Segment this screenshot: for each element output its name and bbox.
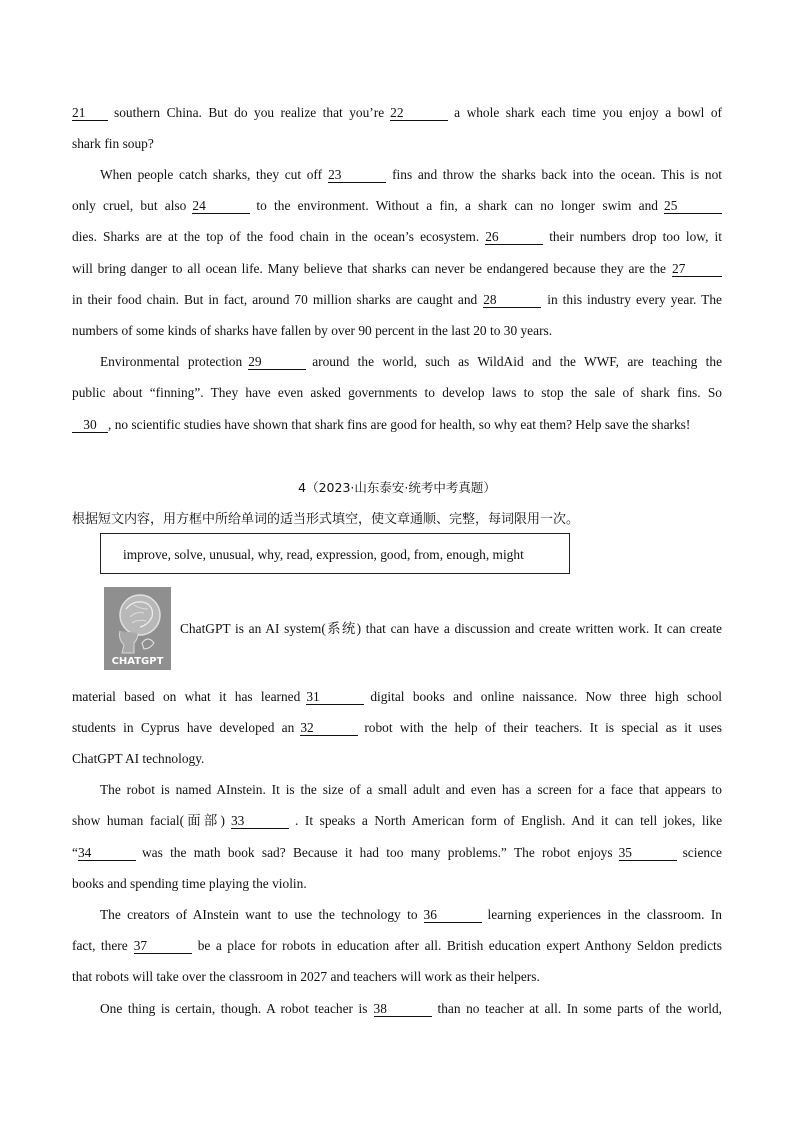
answer-blank[interactable]: 29	[248, 354, 306, 370]
passage-line	[72, 291, 722, 309]
text-run: a whole shark each time you enjoy a bowl of	[454, 105, 722, 120]
answer-blank[interactable]: 24	[192, 198, 250, 214]
text-run: dies. Sharks are at the top of the food chain in the ocean’s ecosystem.	[72, 229, 480, 244]
text-run: When people catch sharks, they cut off	[100, 167, 323, 182]
text-run: . It speaks a North American form of English. And it can tell jokes, like	[294, 813, 723, 828]
passage-line	[100, 1000, 722, 1018]
text-run: Environmental protection	[100, 354, 243, 369]
answer-blank[interactable]: 33	[231, 813, 289, 829]
text-run: southern China. But do you realize that you’re	[114, 105, 385, 120]
text-run: material based on what it has learned	[72, 689, 301, 704]
passage-line	[72, 688, 722, 706]
text-run: around the world, such as WildAid and the WWF, are teaching the	[312, 354, 723, 369]
passage-line	[72, 937, 722, 955]
text-run: than no teacher at all. In some parts of the world,	[437, 1001, 722, 1016]
text-run: digital books and online naissance. Now three high school	[370, 689, 722, 704]
logo-text: CHATGPT	[111, 656, 164, 667]
passage-line	[72, 844, 722, 862]
question-heading: 4（2023·山东泰安·统考中考真题）	[298, 480, 496, 495]
answer-blank[interactable]: 27	[672, 261, 722, 277]
answer-blank[interactable]: 38	[374, 1001, 432, 1017]
text-run: The creators of AInstein want to use the technology to	[100, 907, 418, 922]
passage-line: that robots will take over the classroom in 2027 and teachers will work as their helpers.	[72, 969, 540, 984]
passage-line: numbers of some kinds of sharks have fallen by over 90 percent in the last 20 to 30 years.	[72, 323, 553, 338]
answer-blank[interactable]: 30	[72, 417, 108, 433]
answer-blank[interactable]: 26	[485, 229, 543, 245]
text-run: be a place for robots in education after all. British education expert Anthony Seldon predicts	[197, 938, 722, 953]
passage-line	[72, 260, 722, 278]
passage-line	[72, 812, 722, 830]
passage-line	[72, 416, 722, 434]
instruction-text: 根据短文内容，用方框中所给单词的适当形式填空，使文章通顺、完整，每词限用一次。	[72, 512, 580, 527]
passage-line	[72, 197, 722, 215]
text-run: One thing is certain, though. A robot teacher is	[100, 1001, 368, 1016]
text-run: fins and throw the sharks back into the ocean. This is not	[392, 167, 722, 182]
answer-blank[interactable]: 23	[328, 167, 386, 183]
text-run: was the math book sad? Because it had too many problems.” The robot enjoys	[141, 845, 613, 860]
passage-line	[72, 228, 722, 246]
answer-blank[interactable]: 25	[664, 198, 722, 214]
passage-line	[100, 166, 722, 184]
passage-line	[72, 719, 722, 737]
word-bank-box: improve, solve, unusual, why, read, expression, good, from, enough, might	[100, 533, 570, 574]
text-run: their numbers drop too low, it	[549, 229, 722, 244]
text-run: science	[682, 845, 722, 860]
text-run: in this industry every year. The	[547, 292, 722, 307]
passage-line	[72, 104, 722, 122]
answer-blank[interactable]: 35	[619, 845, 677, 861]
passage-line: The robot is named AInstein. It is the size of a small adult and even has a screen for a face that appears to	[100, 782, 722, 797]
text-run: learning experiences in the classroom. In	[487, 907, 722, 922]
answer-blank[interactable]: 32	[300, 720, 358, 736]
answer-blank[interactable]: 34	[78, 845, 136, 861]
answer-blank[interactable]: 21	[72, 105, 108, 121]
passage-line: ChatGPT AI technology.	[72, 751, 205, 766]
passage-line: books and spending time playing the violin.	[72, 876, 307, 891]
passage-line: shark fin soup?	[72, 136, 154, 151]
text-run: in their food chain. But in fact, around 70 million sharks are caught and	[72, 292, 478, 307]
answer-blank[interactable]: 28	[483, 292, 541, 308]
answer-blank[interactable]: 37	[134, 938, 192, 954]
text-run: will bring danger to all ocean life. Many believe that sharks can never be endangered because they are the	[72, 261, 666, 276]
text-run: to the environment. Without a fin, a shark can no longer swim and	[256, 198, 659, 213]
answer-blank[interactable]: 31	[306, 689, 364, 705]
passage-line: ChatGPT is an AI system(系统) that can have a discussion and create written work. It can create	[180, 621, 722, 636]
text-run: fact, there	[72, 938, 128, 953]
text-run: robot with the help of their teachers. It is special as it uses	[364, 720, 722, 735]
passage-line	[100, 906, 722, 924]
text-run: , no scientific studies have shown that shark fins are good for health, so why eat them? Help save the sharks!	[108, 417, 691, 432]
passage-line	[100, 353, 722, 371]
answer-blank[interactable]: 36	[424, 907, 482, 923]
text-run: students in Cyprus have developed an	[72, 720, 295, 735]
text-run: “	[72, 845, 78, 860]
chatgpt-image	[104, 587, 171, 670]
text-run: only cruel, but also	[72, 198, 187, 213]
passage-line: public about “finning”. They have even asked governments to develop laws to stop the sale of shark fins. So	[72, 385, 722, 400]
answer-blank[interactable]: 22	[390, 105, 448, 121]
text-run: show human facial(面部)	[72, 813, 225, 828]
